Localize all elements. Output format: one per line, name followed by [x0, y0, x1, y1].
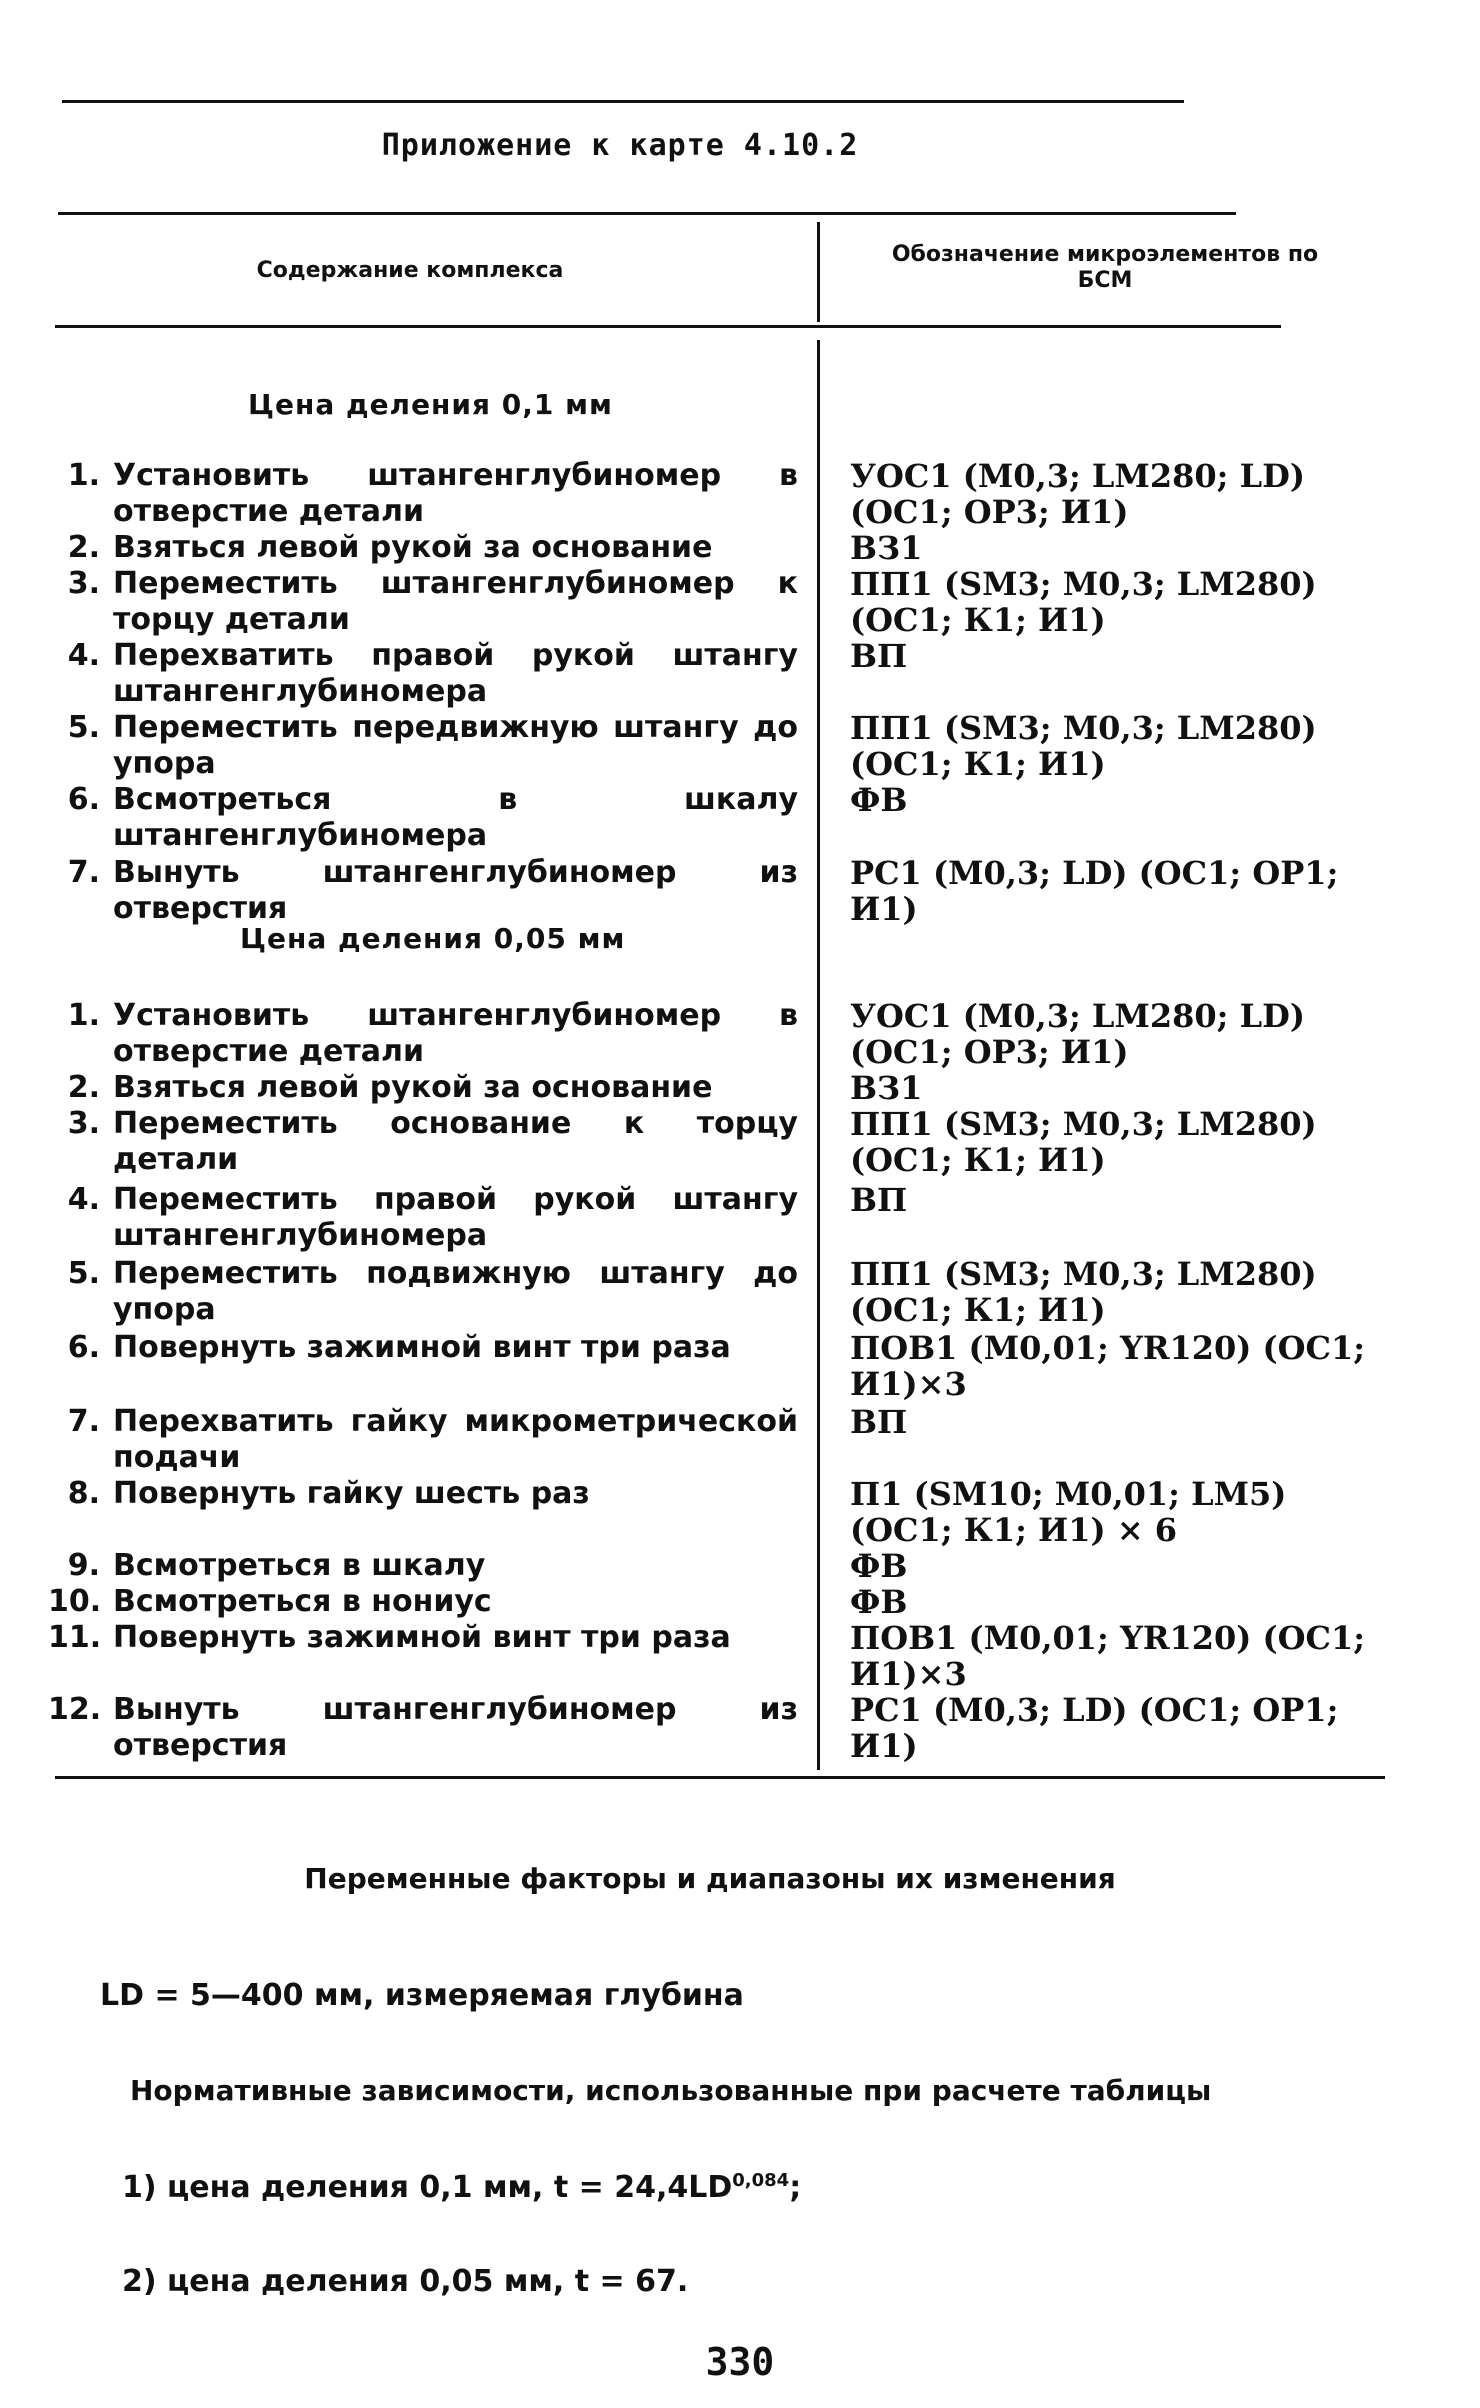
operation-text: Повернуть зажимной винт три раза	[113, 1620, 731, 1655]
row-number: 12.	[48, 1692, 102, 1727]
microelement-code: ВП	[850, 637, 908, 675]
operation-text: Всмотреться в нониус	[113, 1584, 492, 1619]
operation-text: Вынуть штангенглубиномер из отверстия	[113, 855, 798, 926]
section-title-0-1mm: Цена деления 0,1 мм	[248, 388, 613, 421]
microelement-code: ПОВ1 (М0,01; YR120) (ОС1; И1)×3	[850, 1619, 1366, 1693]
operation-text: Перехватить правой рукой штангу штангенглубиномера	[113, 638, 798, 709]
microelement-code: ВЗ1	[850, 529, 923, 567]
page-number: 330	[705, 2340, 775, 2384]
operation-text: Всмотреться в шкалу штангенглубиномера	[113, 782, 798, 853]
operation-text: Переместить штангенглубиномер к торцу детали	[113, 566, 798, 637]
variable-factors-title: Переменные факторы и диапазоны их изменения	[304, 1862, 1116, 1895]
table-bottom-rule	[55, 1776, 1385, 1779]
row-number: 6.	[67, 782, 100, 817]
formula-1-exponent: 0,084	[732, 2170, 790, 2191]
microelement-code: ПП1 (SM3; М0,3; LM280) (ОС1; К1; И1)	[850, 1255, 1317, 1329]
body-column-divider	[817, 340, 820, 1770]
header-top-rule	[58, 212, 1236, 215]
row-number: 9.	[67, 1548, 100, 1583]
operation-text: Переместить подвижную штангу до упора	[113, 1256, 798, 1327]
formula-1-text: 1) цена деления 0,1 мм, t = 24,4LD	[122, 2170, 733, 2205]
operation-text: Вынуть штангенглубиномер из отверстия	[113, 1692, 798, 1763]
microelement-code: ПП1 (SM3; М0,3; LM280) (ОС1; К1; И1)	[850, 1105, 1317, 1179]
microelement-code: ФВ	[850, 1583, 908, 1621]
row-number: 4.	[67, 1182, 100, 1217]
microelement-code: РС1 (М0,3; LD) (ОС1; ОР1; И1)	[850, 1691, 1339, 1765]
formula-1-suffix: ;	[789, 2170, 802, 2205]
row-number: 11.	[48, 1620, 102, 1655]
operation-text: Всмотреться в шкалу	[113, 1548, 486, 1583]
row-number: 7.	[67, 855, 100, 890]
microelement-code: ПП1 (SM3; М0,3; LM280) (ОС1; К1; И1)	[850, 709, 1317, 783]
row-number: 3.	[67, 566, 100, 601]
operation-text: Перехватить гайку микрометрической подачи	[113, 1404, 798, 1475]
microelement-code: РС1 (М0,3; LD) (ОС1; ОР1; И1)	[850, 854, 1339, 928]
operation-text: Взяться левой рукой за основание	[113, 1070, 713, 1105]
operation-text: Переместить основание к торцу детали	[113, 1106, 798, 1177]
operation-text: Переместить передвижную штангу до упора	[113, 710, 798, 781]
top-rule	[62, 100, 1184, 103]
microelement-code: П1 (SM10; М0,01; LM5) (ОС1; К1; И1) × 6	[850, 1475, 1287, 1549]
row-number: 5.	[67, 1256, 100, 1291]
operation-text: Повернуть зажимной винт три раза	[113, 1330, 731, 1365]
row-number: 4.	[67, 638, 100, 673]
row-number: 5.	[67, 710, 100, 745]
row-number: 2.	[67, 530, 100, 565]
row-number: 10.	[48, 1584, 102, 1619]
microelement-code: ВП	[850, 1403, 908, 1441]
microelement-code: ВП	[850, 1181, 908, 1219]
row-number: 6.	[67, 1330, 100, 1365]
row-number: 1.	[67, 458, 100, 493]
row-number: 8.	[67, 1476, 100, 1511]
row-number: 3.	[67, 1106, 100, 1141]
operation-text: Повернуть гайку шесть раз	[113, 1476, 590, 1511]
microelement-code: ПП1 (SM3; М0,3; LM280) (ОС1; К1; И1)	[850, 565, 1317, 639]
normative-title: Нормативные зависимости, использованные при расчете таблицы	[130, 2074, 1212, 2107]
header-bottom-rule	[55, 325, 1281, 328]
row-number: 1.	[67, 998, 100, 1033]
operation-text: Взяться левой рукой за основание	[113, 530, 713, 565]
row-number: 2.	[67, 1070, 100, 1105]
microelement-code: УОС1 (М0,3; LM280; LD) (ОС1; ОР3; И1)	[850, 457, 1305, 531]
appendix-title: Приложение к карте 4.10.2	[381, 128, 859, 163]
operation-text: Переместить правой рукой штангу штангенглубиномера	[113, 1182, 798, 1253]
section-title-0-05mm: Цена деления 0,05 мм	[240, 922, 626, 955]
microelement-code: УОС1 (М0,3; LM280; LD) (ОС1; ОР3; И1)	[850, 997, 1305, 1071]
header-column-divider	[817, 222, 820, 322]
microelement-code: ФВ	[850, 781, 908, 819]
formula-1	[122, 2170, 801, 2205]
column-header-content: Содержание комплекса	[256, 258, 564, 283]
column-header-designation: Обозначение микроэлементов по БСМ	[891, 242, 1319, 293]
microelement-code: ФВ	[850, 1547, 908, 1585]
ld-range-text: LD = 5—400 мм, измеряемая глубина	[100, 1978, 744, 2013]
operation-text: Установить штангенглубиномер в отверстие детали	[113, 458, 798, 529]
microelement-code: ВЗ1	[850, 1069, 923, 1107]
row-number: 7.	[67, 1404, 100, 1439]
microelement-code: ПОВ1 (М0,01; YR120) (ОС1; И1)×3	[850, 1329, 1366, 1403]
operation-text: Установить штангенглубиномер в отверстие детали	[113, 998, 798, 1069]
formula-2: 2) цена деления 0,05 мм, t = 67.	[122, 2264, 689, 2299]
